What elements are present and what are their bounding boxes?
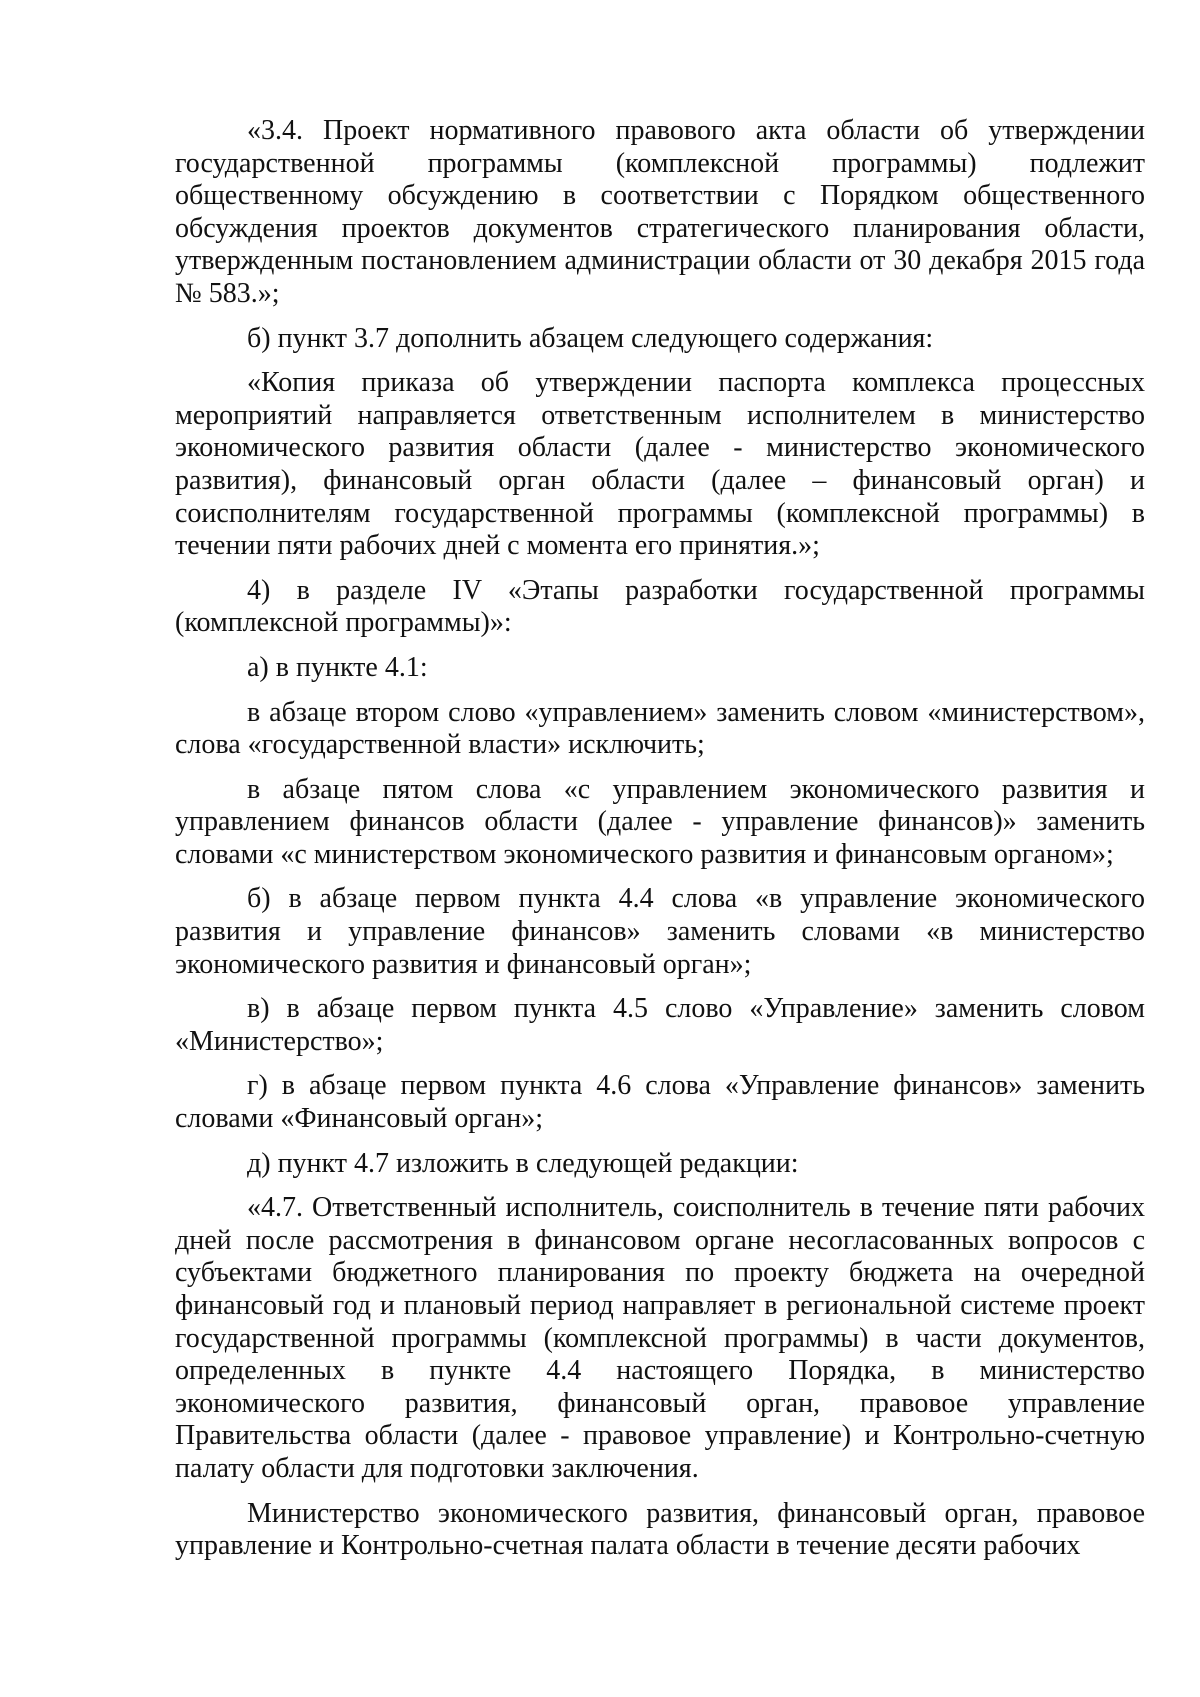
paragraph-point-4-5: в) в абзаце первом пункта 4.5 слово «Управление» заменить словом «Министерство»; [175, 993, 1145, 1057]
paragraph-point-4-7-intro: д) пункт 4.7 изложить в следующей редакции: [247, 1147, 799, 1179]
paragraph-point-4-4: б) в абзаце первом пункта 4.4 слова «в управление экономического развития и управление финансов» заменить словами «в министерство экономического развития и финансовый орган»; [175, 883, 1145, 980]
paragraph-fifth-abzats: в абзаце пятом слова «с управлением экономического развития и управлением финансов области (далее - управление финансов)» заменить словами «с министерством экономического развития и финансовым органом»; [175, 773, 1145, 870]
paragraph-section-iv: 4) в разделе IV «Этапы разработки государственной программы (комплексной программы)»: [175, 574, 1145, 639]
paragraph-passport-copy: «Копия приказа об утверждении паспорта комплекса процессных мероприятий направляется ответственным исполнителем в министерство экономического развития области (далее - министерство экономического развития), финансовый орган области (далее – финансовый орган) и соисполнителям государственной программы (комплексной программы) в течении пяти рабочих дней с момента его принятия.»; [175, 367, 1145, 562]
paragraph-point-4-6: г) в абзаце первом пункта 4.6 слова «Управление финансов» заменить словами «Финансовый орган»; [175, 1070, 1145, 1135]
paragraph-ministry-review: Министерство экономического развития, финансовый орган, правовое управление и Контрольно-счетная палата области в течение десяти рабочих [175, 1497, 1145, 1562]
paragraph-point-a-4-1: а) в пункте 4.1: [247, 651, 428, 683]
paragraph-second-abzats: в абзаце втором слово «управлением» заменить словом «министерством», слова «государственной власти» исключить; [175, 696, 1145, 761]
paragraph-4-7-text: «4.7. Ответственный исполнитель, соисполнитель в течение пяти рабочих дней после рассмотрения в финансовом органе несогласованных вопросов с субъектами бюджетного планирования по проекту бюджета на очередной финансовый год и плановый период направляет в региональной системе проект государственной программы (комплексной программы) в части документов, определенных в пункте 4.4 настоящего Порядка, в министерство экономического развития, финансовый орган, правовое управление Правительства области (далее - правовое управление) и Контрольно-счетную палату области для подготовки заключения. [175, 1192, 1145, 1484]
paragraph-3-4-amendment: «3.4. Проект нормативного правового акта области об утверждении государственной программы (комплексной программы) подлежит общественному обсуждению в соответствии с Порядком общественного обсуждения проектов документов стратегического планирования области, утвержденным постановлением администрации области от 30 декабря 2015 года № 583.»; [175, 115, 1145, 309]
document-body [175, 115, 1145, 1575]
paragraph-point-b-3-7: б) пункт 3.7 дополнить абзацем следующего содержания: [247, 322, 934, 354]
